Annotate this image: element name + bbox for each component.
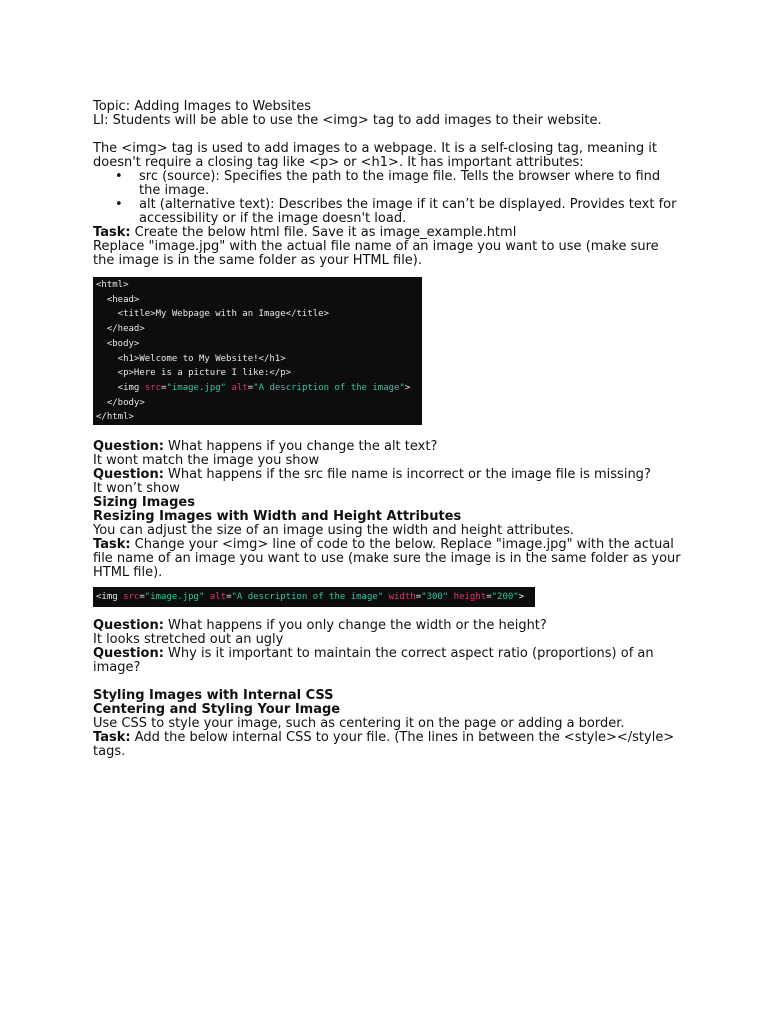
code-attr-width: width (388, 592, 416, 602)
question-width-height (93, 619, 683, 633)
question-alt (93, 440, 683, 454)
question-label: Question: (93, 646, 164, 661)
code-line: <p>Here is a picture I like:</p> (96, 368, 292, 379)
question-src (93, 468, 683, 482)
heading-text: Styling Images with Internal CSS (93, 688, 334, 703)
code-attr-height: height (453, 592, 487, 602)
code-val-width: "300" (421, 592, 449, 602)
learning-intention: LI: Students will be able to use the <img> tag to add images to their website. (93, 113, 602, 128)
code-block-html-example (93, 277, 422, 425)
question-aspect-ratio (93, 647, 683, 675)
question-text: What happens if you change the alt text? (163, 439, 438, 454)
task-label: Task: (93, 225, 131, 240)
answer-width-height: It looks stretched out an ugly (93, 632, 284, 647)
document-content (93, 100, 683, 759)
code-line: <h1>Welcome to My Website!</h1> (96, 353, 286, 364)
code-line: <head> (96, 294, 140, 305)
heading-text: Sizing Images (93, 495, 195, 510)
question-label: Question: (93, 439, 164, 454)
question-label: Question: (93, 467, 164, 482)
code-attr-src: src (123, 592, 140, 602)
code-line: <html> (96, 280, 129, 290)
code-line: </html> (96, 412, 134, 423)
question-label: Question: (93, 618, 164, 633)
subheading-text: Resizing Images with Width and Height Attributes (93, 509, 462, 524)
question-text: What happens if the src file name is incorrect or the image file is missing? (163, 467, 651, 482)
task-3-text: Add the below internal CSS to your file. (The lines in between the <style></style> tags. (93, 730, 675, 759)
sizing-text: You can adjust the size of an image using the width and height attributes. (93, 523, 574, 538)
code-line: </body> (96, 397, 145, 408)
code-line: <body> (96, 338, 140, 349)
code-val-alt: "A description of the image" (231, 592, 384, 602)
topic-line: Topic: Adding Images to Websites (93, 99, 312, 114)
task-2 (93, 538, 683, 580)
code-token: <img (96, 382, 145, 393)
answer-alt: It wont match the image you show (93, 453, 320, 468)
bullet-src: • src (source): Specifies the path to the image file. Tells the browser where to find the image. (139, 170, 683, 198)
code-val-src: "image.jpg" (144, 592, 205, 602)
question-text: Why is it important to maintain the correct aspect ratio (proportions) of an image? (93, 646, 654, 675)
task-3 (93, 731, 683, 759)
code-line: </head> (96, 324, 145, 335)
task-1 (93, 226, 683, 240)
spacer (93, 675, 683, 689)
task-2-text: Change your <img> line of code to the below. Replace "image.jpg" with the actual file name of an image you want to use (make sure the image is in the same folder as your HTML file). (93, 537, 681, 580)
spacer (93, 128, 683, 142)
task-1-note: Replace "image.jpg" with the actual file name of an image you want to use (make sure the image is in the same folder as your HTML file). (93, 239, 659, 268)
task-1-text: Create the below html file. Save it as image_example.html (130, 225, 517, 240)
code-token: > (518, 592, 525, 602)
question-text: What happens if you only change the width or the height? (163, 618, 547, 633)
section-heading-sizing (93, 496, 683, 510)
code-token: > (404, 382, 411, 393)
code-attr-src: src (144, 382, 162, 393)
answer-src: It won’t show (93, 481, 180, 496)
code-line-img: <img src="image.jpg" alt="A description of the image"> (96, 382, 411, 393)
section-subheading-styling (93, 703, 683, 717)
attribute-list (93, 170, 683, 226)
code-val-height: "200" (491, 592, 519, 602)
code-attr-alt: alt (209, 592, 227, 602)
code-val-src: "image.jpg" (166, 382, 227, 393)
subheading-text: Centering and Styling Your Image (93, 702, 341, 717)
code-line: <title>My Webpage with an Image</title> (96, 309, 329, 320)
intro-text: The <img> tag is used to add images to a webpage. It is a self-closing tag, meaning it doesn't require a closing tag like <p> or <h1>. It has important attributes: (93, 141, 657, 170)
styling-text: Use CSS to style your image, such as centering it on the page or adding a border. (93, 716, 625, 731)
code-attr-alt: alt (231, 382, 248, 393)
section-heading-styling (93, 689, 683, 703)
code-val-alt: "A description of the image" (253, 382, 405, 393)
task-label: Task: (93, 730, 131, 745)
bullet-alt: • alt (alternative text): Describes the image if it can’t be displayed. Provides text for accessibility or if the image doesn't load. (139, 198, 683, 226)
section-subheading-sizing (93, 510, 683, 524)
code-token: <img (96, 592, 124, 602)
code-block-img-size: <img src="image.jpg" alt="A description of the image" width="300" height="200"> (93, 587, 535, 607)
task-label: Task: (93, 537, 131, 552)
